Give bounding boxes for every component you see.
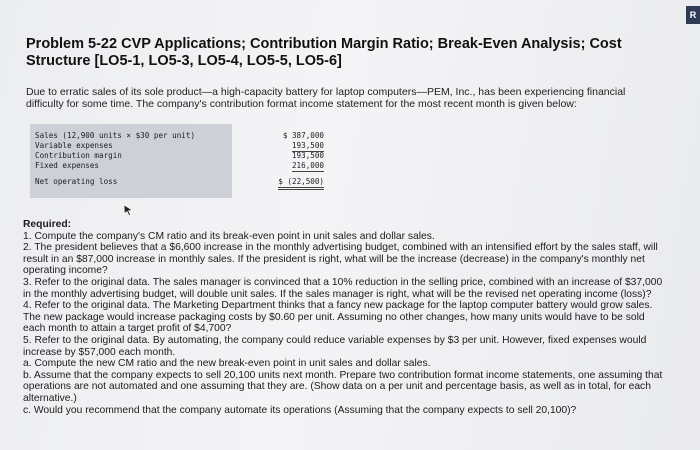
row-label-net-operating-loss: Net operating loss <box>35 177 118 186</box>
mouse-cursor-icon <box>123 204 133 216</box>
row-label-fixed-expenses: Fixed expenses <box>35 161 100 170</box>
required-item-1: 1. Compute the company's CM ratio and its break-even point in unit sales and dollar sales. <box>23 230 435 242</box>
income-statement-values <box>238 124 332 198</box>
row-value-fixed-expenses: 216,000 <box>291 161 324 170</box>
problem-intro: Due to erratic sales of its sole product—a high-capacity battery for laptop computers—PEM, Inc., has been experiencing financial difficulty for some time. The company's contribution format income statement for the most recent month is given below: <box>26 86 626 110</box>
required-item-5: 5. Refer to the original data. By automating, the company could reduce variable expenses by $3 per unit. However, fixed expenses would increase by $57,000 each month. <box>23 334 647 358</box>
corner-badge[interactable]: R <box>686 6 700 24</box>
row-value-net-operating-loss: $ (22,500) <box>278 177 324 190</box>
row-value-contribution-margin: 193,500 <box>291 151 324 160</box>
required-item-2: 2. The president believes that a $6,600 increase in the monthly advertising budget, combined with an intensified effort by the sales staff, will result in an $87,000 increase in monthly sales. If the president is right, what will be the increase (decrease) in the company's monthly net operating income? <box>23 242 658 277</box>
required-item-3: 3. Refer to the original data. The sales manager is convinced that a 10% reduction in the selling price, combined with an increase of $37,000 in the monthly advertising budget, will double unit sales. If the sales manager is right, what will be the revised net operating income (loss)? <box>23 276 663 300</box>
required-section <box>23 219 663 416</box>
problem-title: Problem 5-22 CVP Applications; Contribution Margin Ratio; Break-Even Analysis; Cost Structure [LO5-1, LO5-3, LO5-4, LO5-5, LO5-6] <box>26 36 622 69</box>
row-value-sales: $ 387,000 <box>282 131 324 140</box>
required-item-5c: c. Would you recommend that the company automate its operations (Assuming that the company expects to sell 20,100)? <box>23 404 577 416</box>
row-label-contribution-margin: Contribution margin <box>35 151 122 160</box>
required-heading: Required: <box>23 219 72 230</box>
required-item-5b: b. Assume that the company expects to sell 20,100 units next month. Prepare two contribution format income statements, one assuming that operations are not automated and one assuming that they are. (Show data on a per unit and percentage basis, as well as in total, for each alternative.) <box>23 369 663 404</box>
income-statement-labels <box>30 124 232 198</box>
row-label-variable-expenses: Variable expenses <box>35 141 113 150</box>
row-label-sales: Sales (12,900 units × $30 per unit) <box>35 131 196 140</box>
income-statement <box>30 124 332 198</box>
required-item-4: 4. Refer to the original data. The Marketing Department thinks that a fancy new package for the laptop computer battery would grow sales. The new package would increase packaging costs by $0.60 per unit. Assuming no other changes, how many units would have to be sold each month to attain a target profit of $4,700? <box>23 300 653 335</box>
row-value-variable-expenses: 193,500 <box>291 141 324 150</box>
required-item-5a: a. Compute the new CM ratio and the new break-even point in unit sales and dollar sales. <box>23 358 431 370</box>
